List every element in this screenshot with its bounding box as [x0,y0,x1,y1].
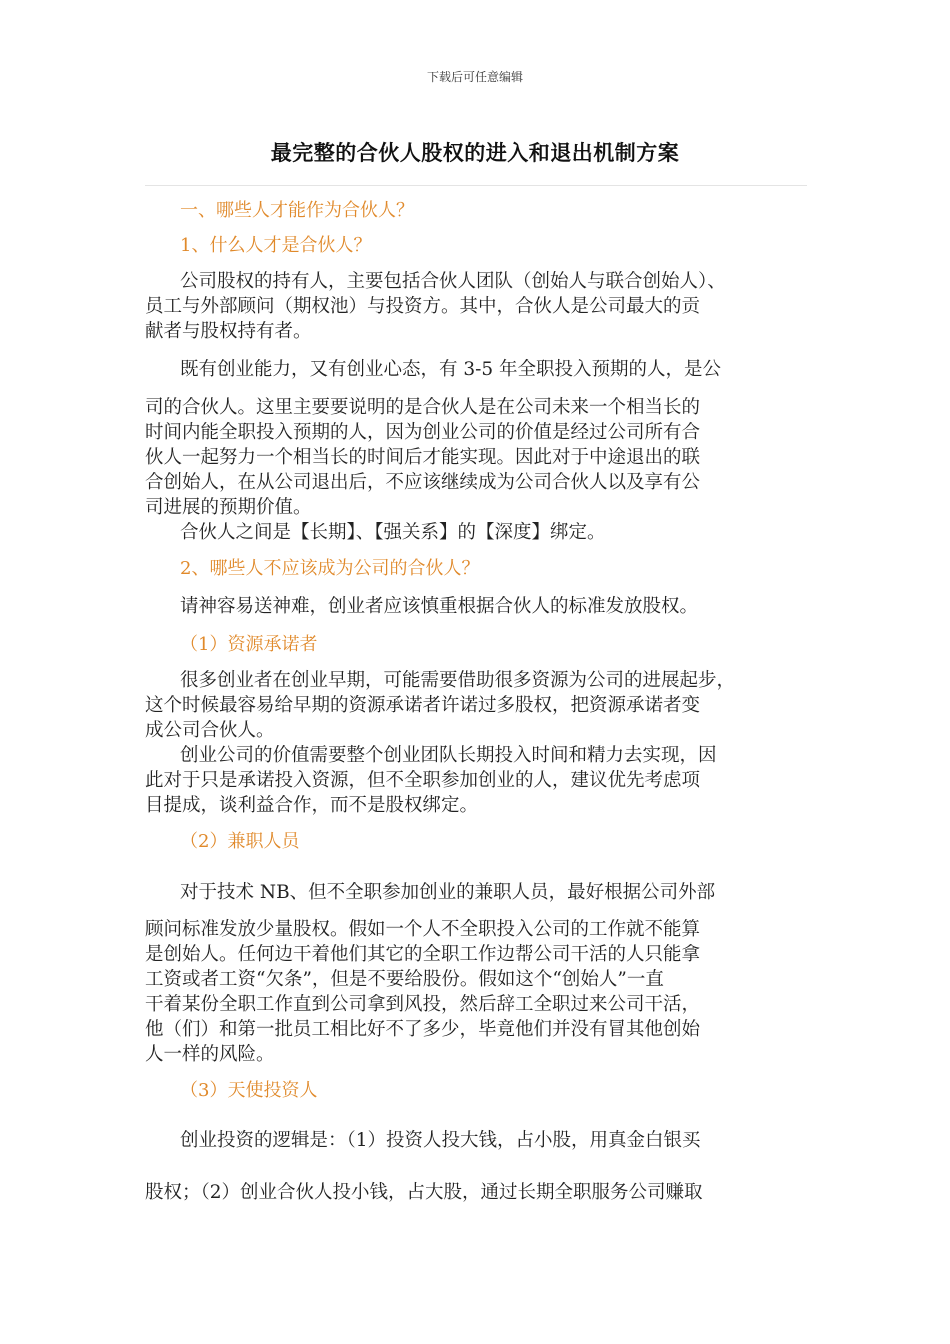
heading-section-1: 一、哪些人才能作为合伙人？ [180,200,414,221]
heading-subsection-2: 2、哪些人不应该成为公司的合伙人？ [180,558,480,579]
paragraph-line: 他（们）和第一批员工相比好不了多少，毕竟他们并没有冒其他创始 [145,1019,701,1040]
paragraph-line: 这个时候最容易给早期的资源承诺者许诺过多股权，把资源承诺者变 [145,695,701,716]
heading-item-3: （3）天使投资人 [180,1080,318,1101]
paragraph-1 [145,269,815,344]
paragraph-line: 是创始人。任何边干着他们其它的全职工作边帮公司干活的人只能拿 [145,944,701,965]
paragraph-line: 合创始人，在从公司退出后，不应该继续成为公司合伙人以及享有公 [145,472,701,493]
paragraph-line: 顾问标准发放少量股权。假如一个人不全职投入公司的工作就不能算 [145,919,701,940]
paragraph-line: 人一样的风险。 [145,1044,275,1065]
paragraph-7 [145,917,815,1067]
paragraph-8-first-line: 创业投资的逻辑是：（1）投资人投大钱，占小股，用真金白银买 [180,1130,701,1151]
page-header-note: 下载后可任意编辑 [426,70,523,84]
paragraph-5 [145,668,815,743]
paragraph-line: 伙人一起努力一个相当长的时间后才能实现。因此对于中途退出的联 [145,447,701,468]
paragraph-7-first-line: 对于技术 NB、但不全职参加创业的兼职人员，最好根据公司外部 [180,882,716,903]
paragraph-line: 很多创业者在创业早期，可能需要借助很多资源为公司的进展起步， [180,670,736,691]
heading-item-1: （1）资源承诺者 [180,634,318,655]
paragraph-line: 创业公司的价值需要整个创业团队长期投入时间和精力去实现，因 [180,745,717,766]
title-divider [145,185,807,186]
paragraph-2-first-line: 既有创业能力，又有创业心态，有 3-5 年全职投入预期的人，是公 [180,359,722,380]
document-title: 最完整的合伙人股权的进入和退出机制方案 [270,141,680,165]
paragraph-line: 成公司合伙人。 [145,720,275,741]
paragraph-line: 时间内能全职投入预期的人，因为创业公司的价值是经过公司所有合 [145,422,701,443]
heading-subsection-1: 1、什么人才是合伙人？ [180,235,372,256]
paragraph-6 [145,743,815,818]
paragraph-line: 干着某份全职工作直到公司拿到风投，然后辞工全职过来公司干活， [145,994,701,1015]
heading-item-2: （2）兼职人员 [180,831,300,852]
paragraph-line: 司进展的预期价值。 [145,497,312,518]
paragraph-line: 此对于只是承诺投入资源，但不全职参加创业的人，建议优先考虑项 [145,770,701,791]
paragraph-4: 请神容易送神难，创业者应该慎重根据合伙人的标准发放股权。 [180,596,699,617]
paragraph-line: 献者与股权持有者。 [145,321,312,342]
paragraph-8-second-line: 股权；（2）创业合伙人投小钱，占大股，通过长期全职服务公司赚取 [145,1182,703,1203]
paragraph-line: 公司股权的持有人，主要包括合伙人团队（创始人与联合创始人）、 [180,271,726,292]
paragraph-line: 目提成，谈利益合作，而不是股权绑定。 [145,795,479,816]
paragraph-2 [145,395,815,520]
paragraph-line: 员工与外部顾问（期权池）与投资方。其中，合伙人是公司最大的贡 [145,296,701,317]
paragraph-line: 工资或者工资“欠条”，但是不要给股份。假如这个“创始人”一直 [145,969,664,990]
paragraph-line: 司的合伙人。这里主要要说明的是合伙人是在公司未来一个相当长的 [145,397,701,418]
paragraph-3: 合伙人之间是【长期】、【强关系】的【深度】绑定。 [180,522,606,543]
